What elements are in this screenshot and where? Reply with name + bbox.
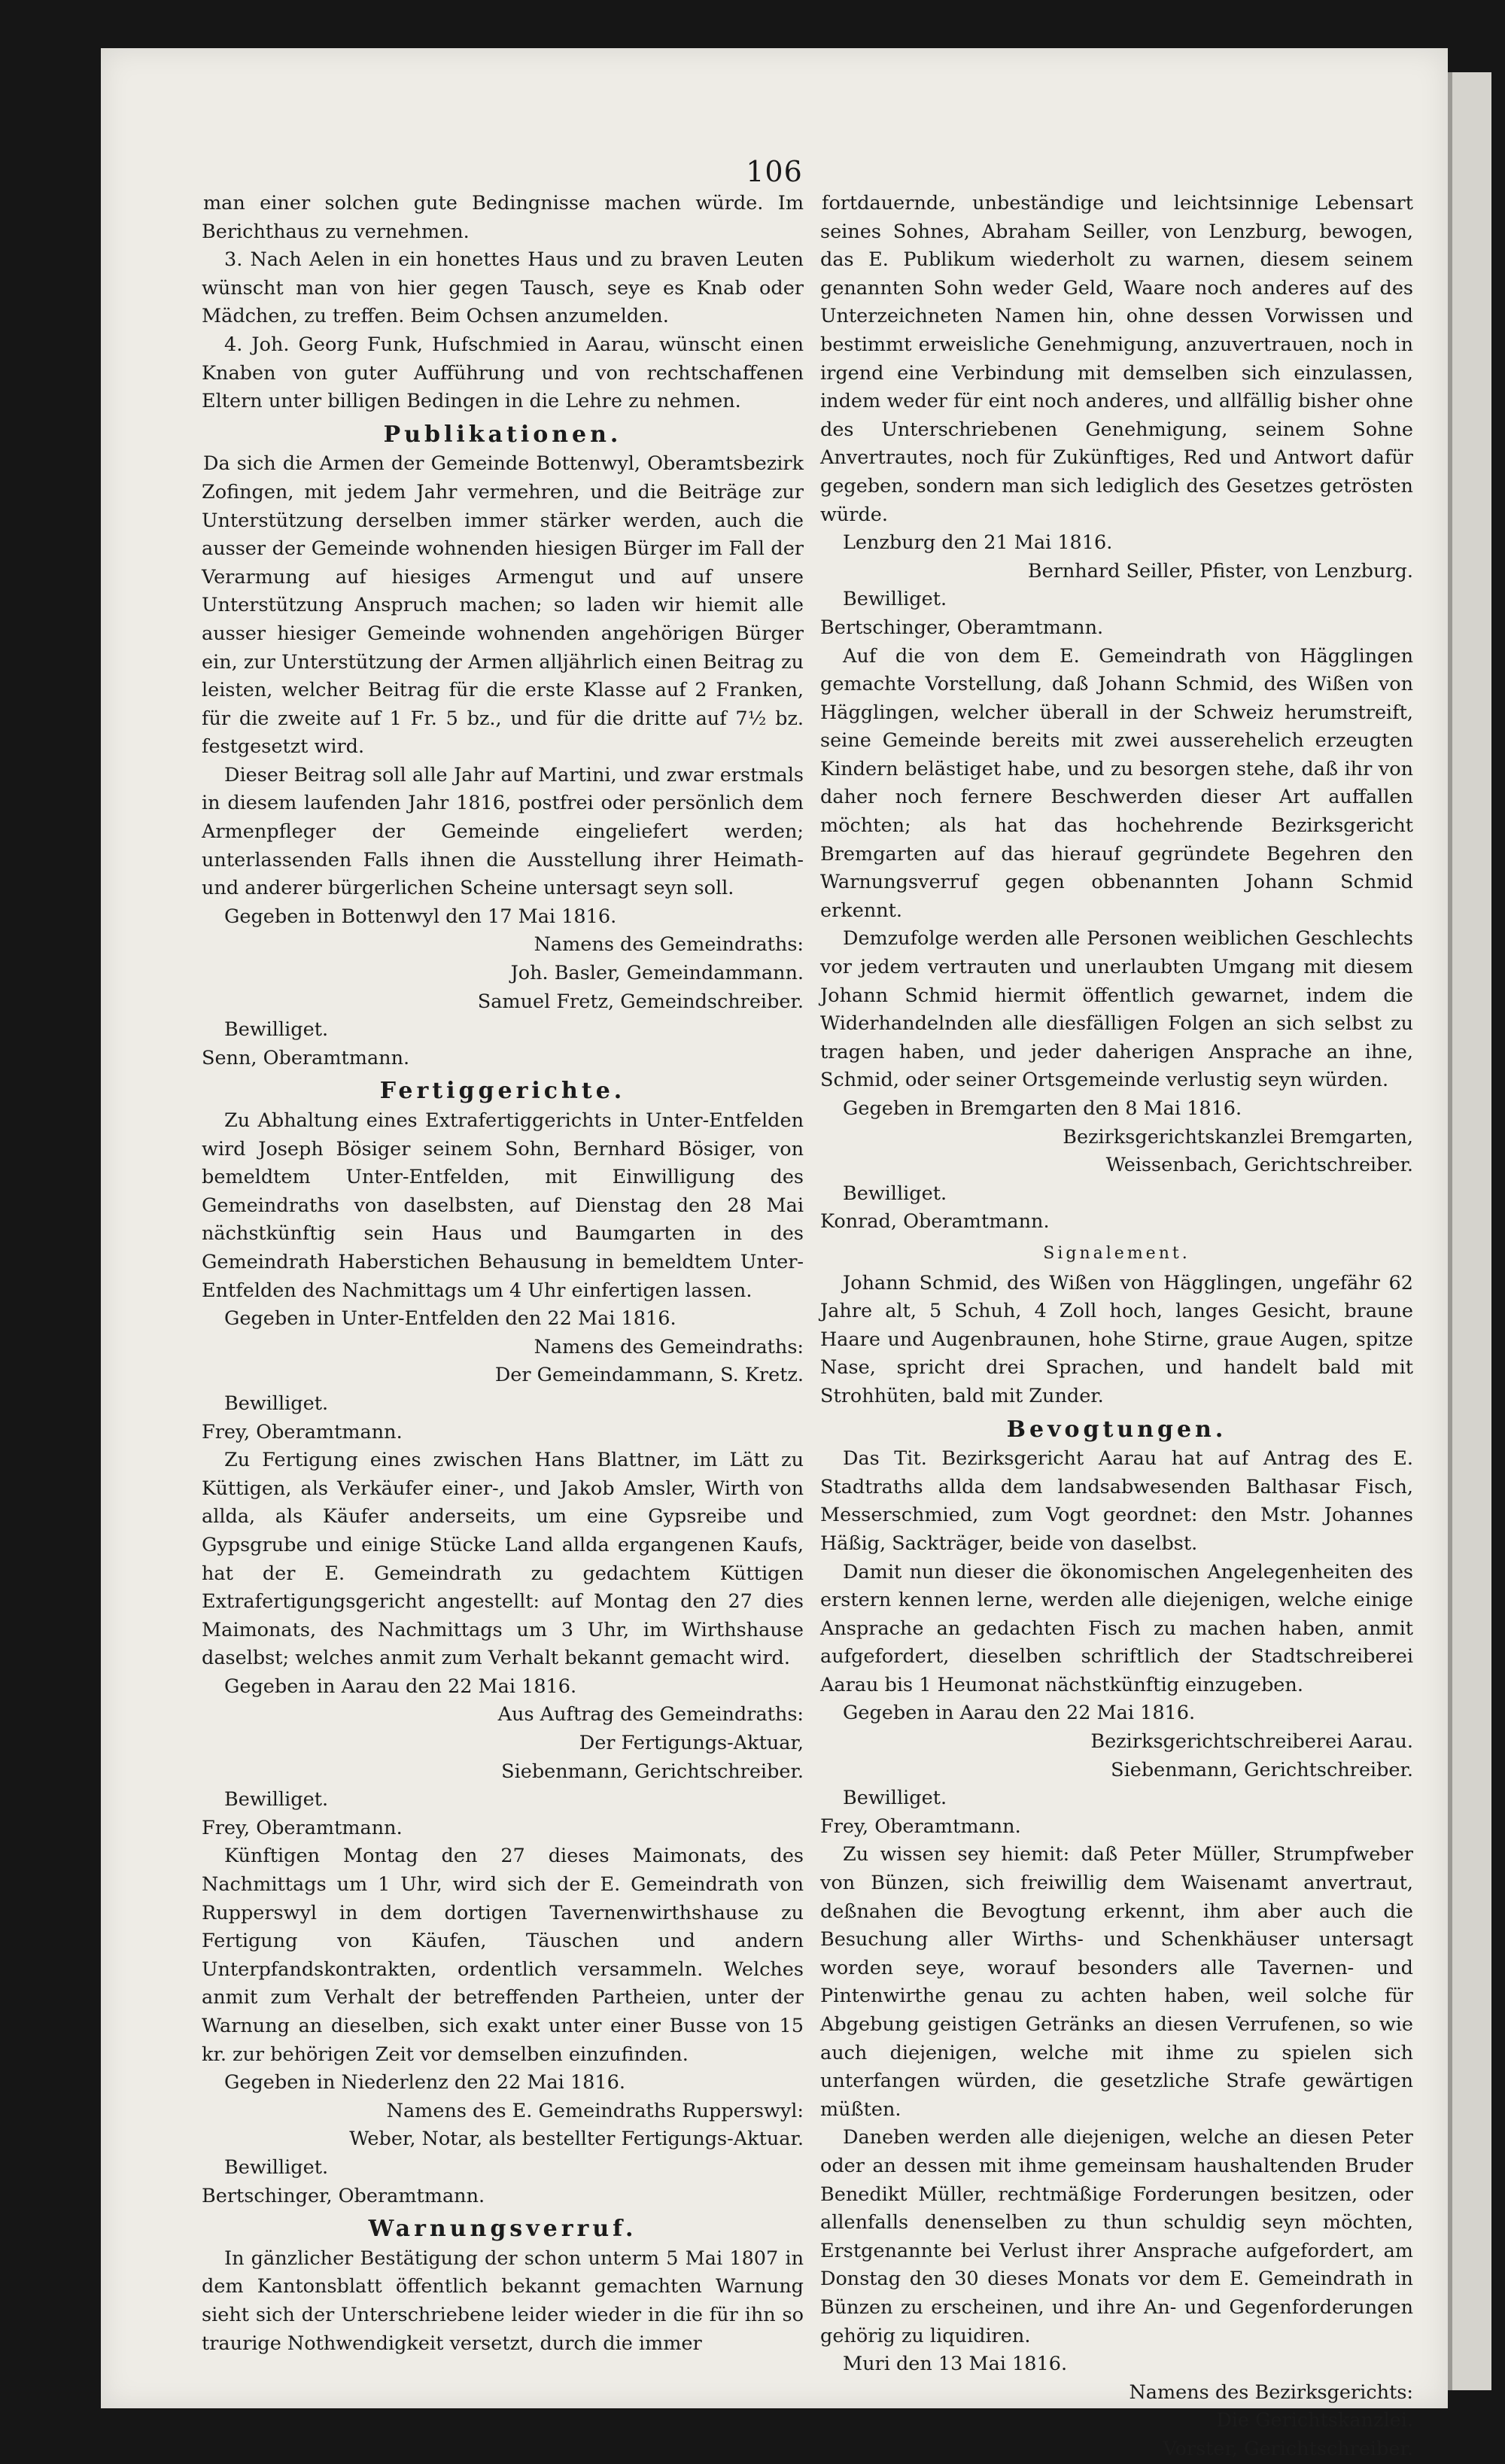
fertiggericht-2-signature-2: Siebenmann, Gerichtschreiber. (501, 1760, 804, 1783)
warnungsverruf-1-official: Bertschinger, Oberamtmann. (820, 616, 1104, 639)
page-number: 106 (746, 155, 803, 188)
right-column (820, 190, 1413, 2464)
fertiggericht-2-date: Gegeben in Aarau den 22 Mai 1816. (224, 1675, 577, 1698)
fertiggericht-3-namens: Namens des E. Gemeindraths Rupperswyl: (386, 2099, 804, 2122)
publication-namens: Namens des Gemeindraths: (534, 933, 804, 957)
fertiggericht-2-approved: Bewilliget. (224, 1788, 329, 1811)
bevogtung-2-official: Frey, Oberamtmann. (820, 1815, 1021, 1838)
publication-approved: Bewilliget. (224, 1018, 329, 1042)
bevogtung-4-date: Muri den 13 Mai 1816. (843, 2353, 1068, 2376)
publication-bottenwyl-text: Da sich die Armen der Gemeinde Bottenwyl, Oberamtsbezirk Zofingen, mit jedem Jahr vermehren, und die Beiträge zur Unterstützung derselben immer stärker werden, auch die ausser der Gemeinde wohnenden hiesigen Bürger im Fall der Verarmung auf hiesiges Armengut und auf unsere Unterstützung Anspruch machen; so laden wir hiemit alle ausser hiesiger Gemeinde wohnenden angehörigen Bürger ein, zur Unterstützung der Armen alljährlich einen Beitrag zu leisten, welcher Beitrag für die erste Klasse auf 2 Franken, für die zweite auf 1 Fr. 5 bz., und für die dritte auf 7½ bz. festgesetzt wird. (202, 452, 804, 759)
warnungsverruf-1-continued: fortdauernde, unbeständige und leichtsinnige Lebensart seines Sohnes, Abraham Seiller, von Lenzburg, bewogen, das E. Publikum wiederholt zu warnen, diesem seinem genannten Sohn weder Geld, Waare noch anderes auf des Unterzeichneten Namen hin, ohne dessen Vorwissen und bestimmt erweisliche Genehmigung, anzuvertrauen, noch in irgend eine Verbindung mit demselben sich einzulassen, indem weder für eint noch anderes, und allfällig bisher ohne des Unterschriebenen Genehmigung, seinem Sohne Anvertrautes, noch für Zukünftiges, Red und Antwort dafür gegeben, sondern man sich lediglich des Gesetzes getrösten würde. (820, 192, 1413, 526)
bevogtung-4-namens: Namens des Bezirksgerichts: (1129, 2380, 1413, 2404)
warnungsverruf-3-date: Gegeben in Bremgarten den 8 Mai 1816. (843, 1097, 1242, 1120)
publication-official: Senn, Oberamtmann. (202, 1046, 410, 1069)
publication-date: Gegeben in Bottenwyl den 17 Mai 1816. (224, 905, 617, 928)
fertiggericht-3-approved: Bewilliget. (224, 2155, 329, 2179)
notice-item-3: 3. Nach Aelen in ein honettes Haus und zu braven Leuten wünscht man von hier gegen Tausch, seye es Knab oder Mädchen, zu treffen. Beim Ochsen anzumelden. (202, 248, 804, 328)
warnungsverruf-1-approved: Bewilliget. (843, 588, 947, 611)
fertiggericht-1-approved: Bewilliget. (224, 1392, 329, 1415)
fertiggericht-1-date: Gegeben in Unter-Entfelden den 22 Mai 1816. (224, 1307, 676, 1331)
bevogtung-2-signature-1: Bezirksgerichtschreiberei Aarau. (1090, 1730, 1413, 1754)
left-column (202, 190, 804, 2358)
warnungsverruf-2-text: Auf die von dem E. Gemeindrath von Hägglingen gemachte Vorstellung, daß Johann Schmid, des Wißen von Hägglingen, welcher überall in der Schweiz herumstreift, seine Gemeinde bereits mit zwei ausserehelich erzeugten Kindern belästiget habe, und zu besorgen stehe, daß ihr von daher noch fernere Beschwerden dieser Art auffallen möchten; als hat das hochehrende Bezirksgericht Bremgarten auf das hierauf gegründete Begehren den Warnungsverruf gegen obbenannten Johann Schmid erkennt. (820, 644, 1413, 922)
fertiggericht-2-text: Zu Fertigung eines zwischen Hans Blattner, im Lätt zu Küttigen, als Verkäufer einer-, und Jakob Amsler, Wirth von allda, als Käufer anderseits, um eine Gypsreibe und Gypsgrube und einige Stücke Land allda ergangenen Kaufs, hat der E. Gemeindrath zu gedachtem Küttigen Extrafertigungsgericht angestellt: auf Montag den 27 dies Maimonats, des Nachmittags um 3 Uhr, im Wirthshause daselbst; welches anmit zum Verhalt bekannt gemacht wird. (202, 1449, 804, 1670)
fertiggericht-1-text: Zu Abhaltung eines Extrafertiggerichts in Unter-Entfelden wird Joseph Bösiger seinem Sohn, Bernhard Bösiger, von bemeldtem Unter-Entfelden, mit Einwilligung des Gemeindraths von daselbsten, auf Dienstag den 28 Mai nächstkünftig sein Haus und Baumgarten in des Gemeindrath Haberstichen Behausung in bemeldtem Unter-Entfelden des Nachmittags um 4 Uhr einfertigen lassen. (202, 1109, 804, 1302)
bevogtung-3-text: Zu wissen sey hiemit: daß Peter Müller, Strumpfweber von Bünzen, sich freiwillig dem Waisenamt anvertraut, deßnahen die Bevogtung erkennt, ihm aber auch die Besuchung aller Wirths- und Schenkhäuser untersagt worden seye, worauf besonders alle Tavernen- und Pintenwirthe genau zu achten haben, weil solche für Abgebung geistigen Getränks an diesen Verrufenen, so wie auch diejenigen, welche mit ihme zu spielen sich unterfangen würden, die gesetzliche Strafe gewärtigen müßten. (820, 1843, 1413, 2121)
publication-signature-2: Samuel Fretz, Gemeindschreiber. (477, 990, 804, 1013)
fertiggericht-3-text: Künftigen Montag den 27 dieses Maimonats, des Nachmittags um 1 Uhr, wird sich der E. Gemeindrath von Rupperswyl in dem dortigen Tavernenwirthshause zu Fertigung von Käufen, Täuschen und andern Unterpfandskontrakten, ordentlich versammeln. Welches anmit zum Verhalt der betreffenden Partheien, unter der Warnung an dieselben, sich exakt unter einer Busse von 15 kr. zur behörigen Zeit vor demselben einzufinden. (202, 1845, 804, 2066)
publication-signature-1: Joh. Basler, Gemeindammann. (510, 962, 804, 985)
adjacent-page-edge (1448, 72, 1491, 2390)
fertiggericht-3-signature: Weber, Notar, als bestellter Fertigungs-Aktuar. (349, 2128, 804, 2151)
warnungsverruf-1-signature: Bernhard Seiller, Pfister, von Lenzburg. (1027, 559, 1413, 583)
fertiggericht-1-official: Frey, Oberamtmann. (202, 1420, 403, 1443)
bevogtung-4-text: Daneben werden alle diejenigen, welche an diesen Peter oder an dessen mit ihme gemeinsam haushaltenden Bruder Benedikt Müller, rechtmäßige Forderungen besitzen, oder allenfalls denenselben zu thun schuldig seyn möchten, Erstgenannte bei Verlust ihrer Ansprache aufgefordert, am Donstag den 30 dieses Monats vor dem E. Gemeindrath in Bünzen zu erscheinen, und ihre An- und Gegenforderungen gehörig zu liquidiren. (820, 2126, 1413, 2347)
fertiggericht-1-signature: Der Gemeindammann, S. Kretz. (494, 1364, 804, 1387)
bevogtung-4-signature-1: Die Gerichtskanzlei. (1216, 2409, 1413, 2432)
heading-signalement: Signalement. (1043, 1243, 1190, 1263)
bevogtung-2-date: Gegeben in Aarau den 22 Mai 1816. (843, 1702, 1196, 1725)
warnungsverruf-3-text: Demzufolge werden alle Personen weiblichen Geschlechts vor jedem vertrauten und unerlaubten Umgang mit diesem Johann Schmid hiermit öffentlich gewarnet, indem die Widerhandelnden alle diesfälligen Folgen an sich selbst zu tragen haben, und jeder daherigen Ansprache an ihne, Schmid, oder seiner Ortsgemeinde verlustig seyn würden. (820, 927, 1413, 1092)
heading-warnungsverruf: Warnungsverruf. (368, 2216, 637, 2243)
signalement-text: Johann Schmid, des Wißen von Hägglingen, ungefähr 62 Jahre alt, 5 Schuh, 4 Zoll hoch, langes Gesicht, braune Haare und Augenbraunen, hohe Stirne, graue Augen, spitze Nase, spricht drei Sprachen, und handelt bald mit Strohhüten, bald mit Zunder. (820, 1271, 1413, 1407)
fertiggericht-1-namens: Namens des Gemeindraths: (534, 1335, 804, 1358)
fertiggericht-3-date: Gegeben in Niederlenz den 22 Mai 1816. (224, 2071, 625, 2094)
bevogtung-4-signature-2: Vorster, Gerichtschreiber. (1163, 2437, 1413, 2460)
bevogtung-2-signature-2: Siebenmann, Gerichtschreiber. (1111, 1758, 1413, 1781)
heading-fertiggerichte: Fertiggerichte. (379, 1078, 626, 1105)
bevogtung-1-text: Das Tit. Bezirksgericht Aarau hat auf Antrag des E. Stadtraths allda dem landsabwesenden Balthasar Fisch, Messerschmied, zum Vogt geordnet: den Mstr. Johannes Häßig, Sackträger, beide von daselbst. (820, 1447, 1413, 1555)
warnungsverruf-3-approved: Bewilliget. (843, 1182, 947, 1205)
fertiggericht-2-official: Frey, Oberamtmann. (202, 1816, 403, 1839)
warnungsverruf-3-signature-1: Bezirksgerichtskanzlei Bremgarten, (1063, 1125, 1413, 1148)
bevogtung-2-approved: Bewilliget. (843, 1787, 947, 1810)
warnungsverruf-3-official: Konrad, Oberamtmann. (820, 1210, 1050, 1234)
warnungsverruf-1-date: Lenzburg den 21 Mai 1816. (843, 531, 1113, 555)
fertiggericht-3-official: Bertschinger, Oberamtmann. (202, 2184, 485, 2207)
bevogtung-2-text: Damit nun dieser die ökonomischen Angelegenheiten des erstern kennen lerne, werden alle diejenigen, welche einige Ansprache an gedachten Fisch zu machen haben, anmit aufgefordert, dieselben schriftlich der Stadtschreiberei Aarau bis 1 Heumonat nächstkünftig einzugeben. (820, 1560, 1413, 1696)
heading-bevogtungen: Bevogtungen. (1006, 1416, 1227, 1443)
fertiggericht-2-signature-1: Der Fertigungs-Aktuar, (579, 1732, 804, 1755)
heading-publikationen: Publikationen. (383, 421, 622, 448)
notice-item-4: 4. Joh. Georg Funk, Hufschmied in Aarau, wünscht einen Knaben von guter Aufführung und von rechtschaffenen Eltern unter billigen Bedingen in die Lehre zu nehmen. (202, 333, 804, 413)
fertiggericht-2-auftrag: Aus Auftrag des Gemeindraths: (497, 1703, 804, 1726)
publication-bottenwyl-text-2: Dieser Beitrag soll alle Jahr auf Martini, und zwar erstmals in diesem laufenden Jahr 1816, postfrei oder persönlich dem Armenpfleger der Gemeinde eingeliefert werden; unterlassenden Falls ihnen die Ausstellung ihrer Heimath- und anderer bürgerlichen Scheine untersagt seyn soll. (202, 763, 804, 900)
intro-text: man einer solchen gute Bedingnisse machen würde. Im Berichthaus zu vernehmen. (202, 192, 804, 243)
warnungsverruf-1-text: In gänzlicher Bestätigung der schon unterm 5 Mai 1807 in dem Kantonsblatt öffentlich bekannt gemachten Warnung sieht sich der Unterschriebene leider wieder in die für ihn so traurige Nothwendigkeit versetzt, durch die immer (202, 2246, 804, 2355)
warnungsverruf-3-signature-2: Weissenbach, Gerichtschreiber. (1105, 1154, 1413, 1177)
